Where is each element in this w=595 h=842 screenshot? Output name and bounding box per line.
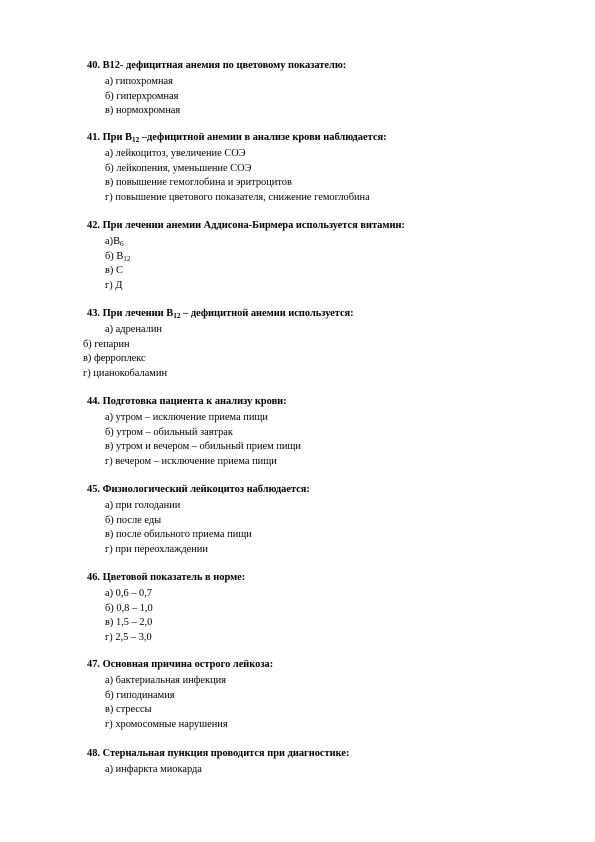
answer-option: б) гепарин (83, 338, 130, 350)
answer-option: г) вечером – исключение приема пищи (105, 455, 277, 467)
answer-option-text: б) В (105, 250, 124, 262)
question-41 (87, 132, 547, 206)
answer-option: в) повышение гемоглобина и эритроцитов (105, 177, 292, 189)
answer-option: а) адреналин (105, 324, 162, 335)
question-title: 47. Основная причина острого лейкоза: (87, 659, 274, 670)
answer-option-text: в) С (105, 265, 123, 277)
answer-option: а) инфаркта миокарда (105, 764, 202, 775)
answer-option: а) при голодании (105, 500, 181, 511)
question-48 (87, 748, 547, 779)
answer-option: б) лейкопения, уменьшение СОЭ (105, 162, 252, 174)
answer-option: г) при переохлаждении (105, 543, 208, 555)
answer-option-text: а)В (105, 236, 121, 247)
answer-option: б) гиподинамия (105, 689, 175, 701)
answer-option: а) лейкоцитоз, увеличение СОЭ (105, 148, 246, 159)
question-40 (87, 60, 547, 120)
answer-option: г) 2,5 – 3,0 (105, 631, 152, 643)
answer-option (87, 280, 547, 295)
answer-option: в) 1,5 – 2,0 (105, 617, 153, 629)
answer-option: б) утром – обильный завтрак (105, 426, 233, 438)
question-title (87, 132, 547, 146)
question-title: 46. Цветовой показатель в норме: (87, 572, 246, 583)
answer-option: а) 0,6 – 0,7 (105, 588, 153, 599)
subscript: 12 (131, 136, 140, 144)
answer-option: в) ферроплекс (83, 353, 146, 365)
question-title-text: 43. При лечении В (87, 308, 174, 319)
answer-option: в) стрессы (105, 704, 152, 716)
question-title-text: – дефицитной анемии используется: (180, 308, 354, 319)
answer-option: б) гиперхромная (105, 90, 179, 102)
answer-option: б) после еды (105, 514, 162, 526)
question-title: 44. Подготовка пациента к анализу крови: (87, 396, 287, 407)
question-title: 48. Стернальная пункция проводится при диагностике: (87, 748, 350, 759)
answer-option (87, 236, 547, 251)
question-title: 40. В12- дефицитная анемия по цветовому показателю: (87, 60, 347, 71)
answer-option-text: г) Д (105, 279, 123, 291)
question-42 (87, 220, 547, 294)
question-title: 42. При лечении анемии Аддисона-Бирмера используется витамин: (87, 220, 405, 231)
answer-option (87, 251, 547, 266)
answer-option: в) нормохромная (105, 105, 181, 117)
question-46 (87, 572, 547, 646)
answer-option: б) 0,8 – 1,0 (105, 602, 153, 614)
answer-option: а) утром – исключение приема пищи (105, 412, 268, 423)
answer-option (87, 265, 547, 280)
question-title: 45. Физиологический лейкоцитоз наблюдается: (87, 484, 310, 495)
question-44 (87, 396, 547, 470)
question-title (87, 308, 547, 322)
question-title-text: 41. При В (87, 132, 132, 143)
subscript: 12 (123, 254, 131, 263)
answer-option: г) хромосомные нарушения (105, 718, 228, 730)
answer-option: а) бактериальная инфекция (105, 675, 226, 686)
answer-option: г) цианокобаламин (83, 367, 168, 379)
answer-option: в) после обильного приема пищи (105, 529, 252, 541)
question-title-text: –дефицитной анемии в анализе крови наблюдается: (139, 132, 387, 143)
answer-option: в) утром и вечером – обильный прием пищи (105, 441, 301, 453)
question-47 (87, 659, 547, 733)
answer-option: а) гипохромная (105, 76, 173, 87)
subscript: 6 (120, 240, 124, 248)
subscript: 12 (173, 312, 181, 320)
question-43 (83, 308, 547, 382)
question-45 (87, 484, 547, 558)
answer-option: г) повышение цветового показателя, снижение гемоглобина (105, 191, 370, 203)
